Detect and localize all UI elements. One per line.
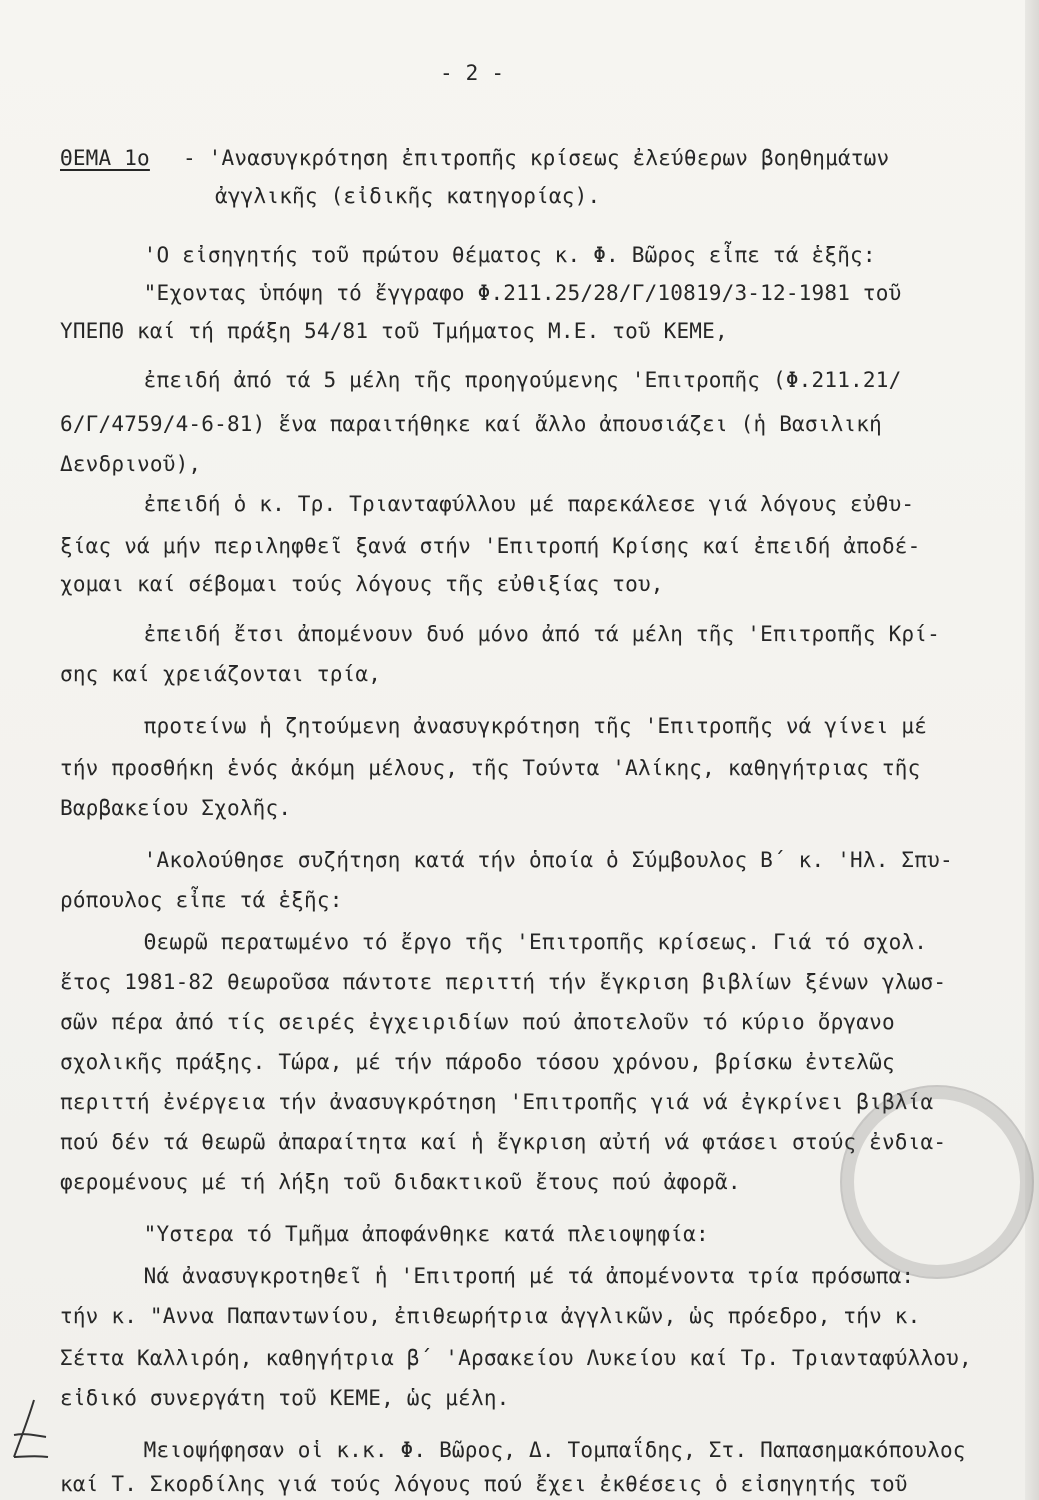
body-line: ἔτος 1981-82 θεωροῦσα πάντοτε περιττή τήν ἔγκριση βιβλίων ξένων γλωσ- [60, 970, 947, 994]
theme-title: - 'Ανασυγκρότηση ἐπιτροπῆς κρίσεως ἐλεύθερων βοηθημάτων [183, 146, 890, 170]
body-line: ΥΠΕΠΘ καί τή πράξη 54/81 τοῦ Τμήματος Μ.Ε. τοῦ ΚΕΜΕ, [60, 319, 728, 343]
body-line: τήν κ. "Αννα Παπαντωνίου, ἐπιθεωρήτρια ἀγγλικῶν, ὡς πρόεδρο, τήν κ. [60, 1304, 921, 1328]
margin-handwritten-mark [0, 1395, 60, 1475]
body-line: σης καί χρειάζονται τρία, [60, 662, 382, 686]
body-line: σχολικῆς πράξης. Τώρα, μέ τήν πάροδο τόσου χρόνου, βρίσκω ἐντελῶς [60, 1050, 895, 1074]
theme-subtitle: ἀγγλικῆς (εἰδικῆς κατηγορίας). [215, 184, 601, 208]
body-line: χομαι καί σέβομαι τούς λόγους τῆς εὐθιξίας του, [60, 572, 664, 596]
body-line: Βαρβακείου Σχολῆς. [60, 796, 292, 820]
page-edge-shadow [1025, 0, 1039, 1500]
body-line: Θεωρῶ περατωμένο τό ἔργο τῆς 'Επιτροπῆς κρίσεως. Γιά τό σχολ. [118, 930, 928, 954]
theme-label: ΘΕΜΑ 1ο [60, 146, 150, 170]
body-line: ρόπουλος εἶπε τά ἑξῆς: [60, 888, 343, 912]
body-line: ξίας νά μήν περιληφθεῖ ξανά στήν 'Επιτροπή Κρίσης καί ἐπειδή ἀποδέ- [60, 534, 921, 558]
body-line: φερομένους μέ τή λήξη τοῦ διδακτικοῦ ἔτους πού ἀφορᾶ. [60, 1170, 741, 1194]
body-line: "Εχοντας ὑπόψη τό ἔγγραφο Φ.211.25/28/Γ/10819/3-12-1981 τοῦ [118, 281, 902, 305]
faded-stamp [840, 1085, 1034, 1279]
body-line: Δενδρινοῦ), [60, 452, 202, 476]
page-number: - 2 - [440, 61, 505, 85]
body-line: 'Ακολούθησε συζήτηση κατά τήν ὁποία ὁ Σύμβουλος Β΄ κ. 'Ηλ. Σπυ- [118, 848, 953, 872]
body-line: Μειοψήφησαν οἱ κ.κ. Φ. Βῶρος, Δ. Τομπαΐδης, Στ. Παπασημακόπουλος [118, 1438, 966, 1462]
body-line: ἐπειδή ἀπό τά 5 μέλη τῆς προηγούμενης 'Επιτροπῆς (Φ.211.21/ [118, 368, 902, 392]
body-line: Νά ἀνασυγκροτηθεῖ ἡ 'Επιτροπή μέ τά ἀπομένοντα τρία πρόσωπα: [118, 1264, 915, 1288]
body-line: "Υστερα τό Τμῆμα ἀποφάνθηκε κατά πλειοψηφία: [118, 1222, 709, 1246]
body-line: προτείνω ἡ ζητούμενη ἀνασυγκρότηση τῆς 'Επιτροπῆς νά γίνει μέ [118, 714, 928, 738]
body-line: 'Ο εἰσηγητής τοῦ πρώτου θέματος κ. Φ. Βῶρος εἶπε τά ἑξῆς: [118, 243, 876, 267]
body-line: τήν προσθήκη ἑνός ἀκόμη μέλους, τῆς Τούντα 'Αλίκης, καθηγήτριας τῆς [60, 756, 921, 780]
body-line: σῶν πέρα ἀπό τίς σειρές ἐγχειριδίων πού ἀποτελοῦν τό κύριο ὄργανο [60, 1010, 895, 1034]
body-line: καί Τ. Σκορδίλης γιά τούς λόγους πού ἔχει ἐκθέσεις ὁ εἰσηγητής τοῦ [60, 1472, 908, 1496]
body-line: ἐπειδή ὁ κ. Τρ. Τριανταφύλλου μέ παρεκάλεσε γιά λόγους εὐθυ- [118, 492, 915, 516]
body-line: περιττή ἐνέργεια τήν ἀνασυγκρότηση 'Επιτροπῆς γιά νά ἐγκρίνει βιβλία [60, 1090, 934, 1114]
body-line: 6/Γ/4759/4-6-81) ἕνα παραιτήθηκε καί ἄλλο ἀπουσιάζει (ἡ Βασιλική [60, 412, 882, 436]
body-line: πού δέν τά θεωρῶ ἀπαραίτητα καί ἡ ἔγκριση αὐτή νά φτάσει στούς ἐνδια- [60, 1130, 947, 1154]
body-line: Σέττα Καλλιρόη, καθηγήτρια β΄ 'Αρσακείου Λυκείου καί Τρ. Τριανταφύλλου, [60, 1346, 972, 1370]
body-line: εἰδικό συνεργάτη τοῦ ΚΕΜΕ, ὡς μέλη. [60, 1386, 510, 1410]
body-line: ἐπειδή ἔτσι ἀπομένουν δυό μόνο ἀπό τά μέλη τῆς 'Επιτροπῆς Κρί- [118, 622, 940, 646]
